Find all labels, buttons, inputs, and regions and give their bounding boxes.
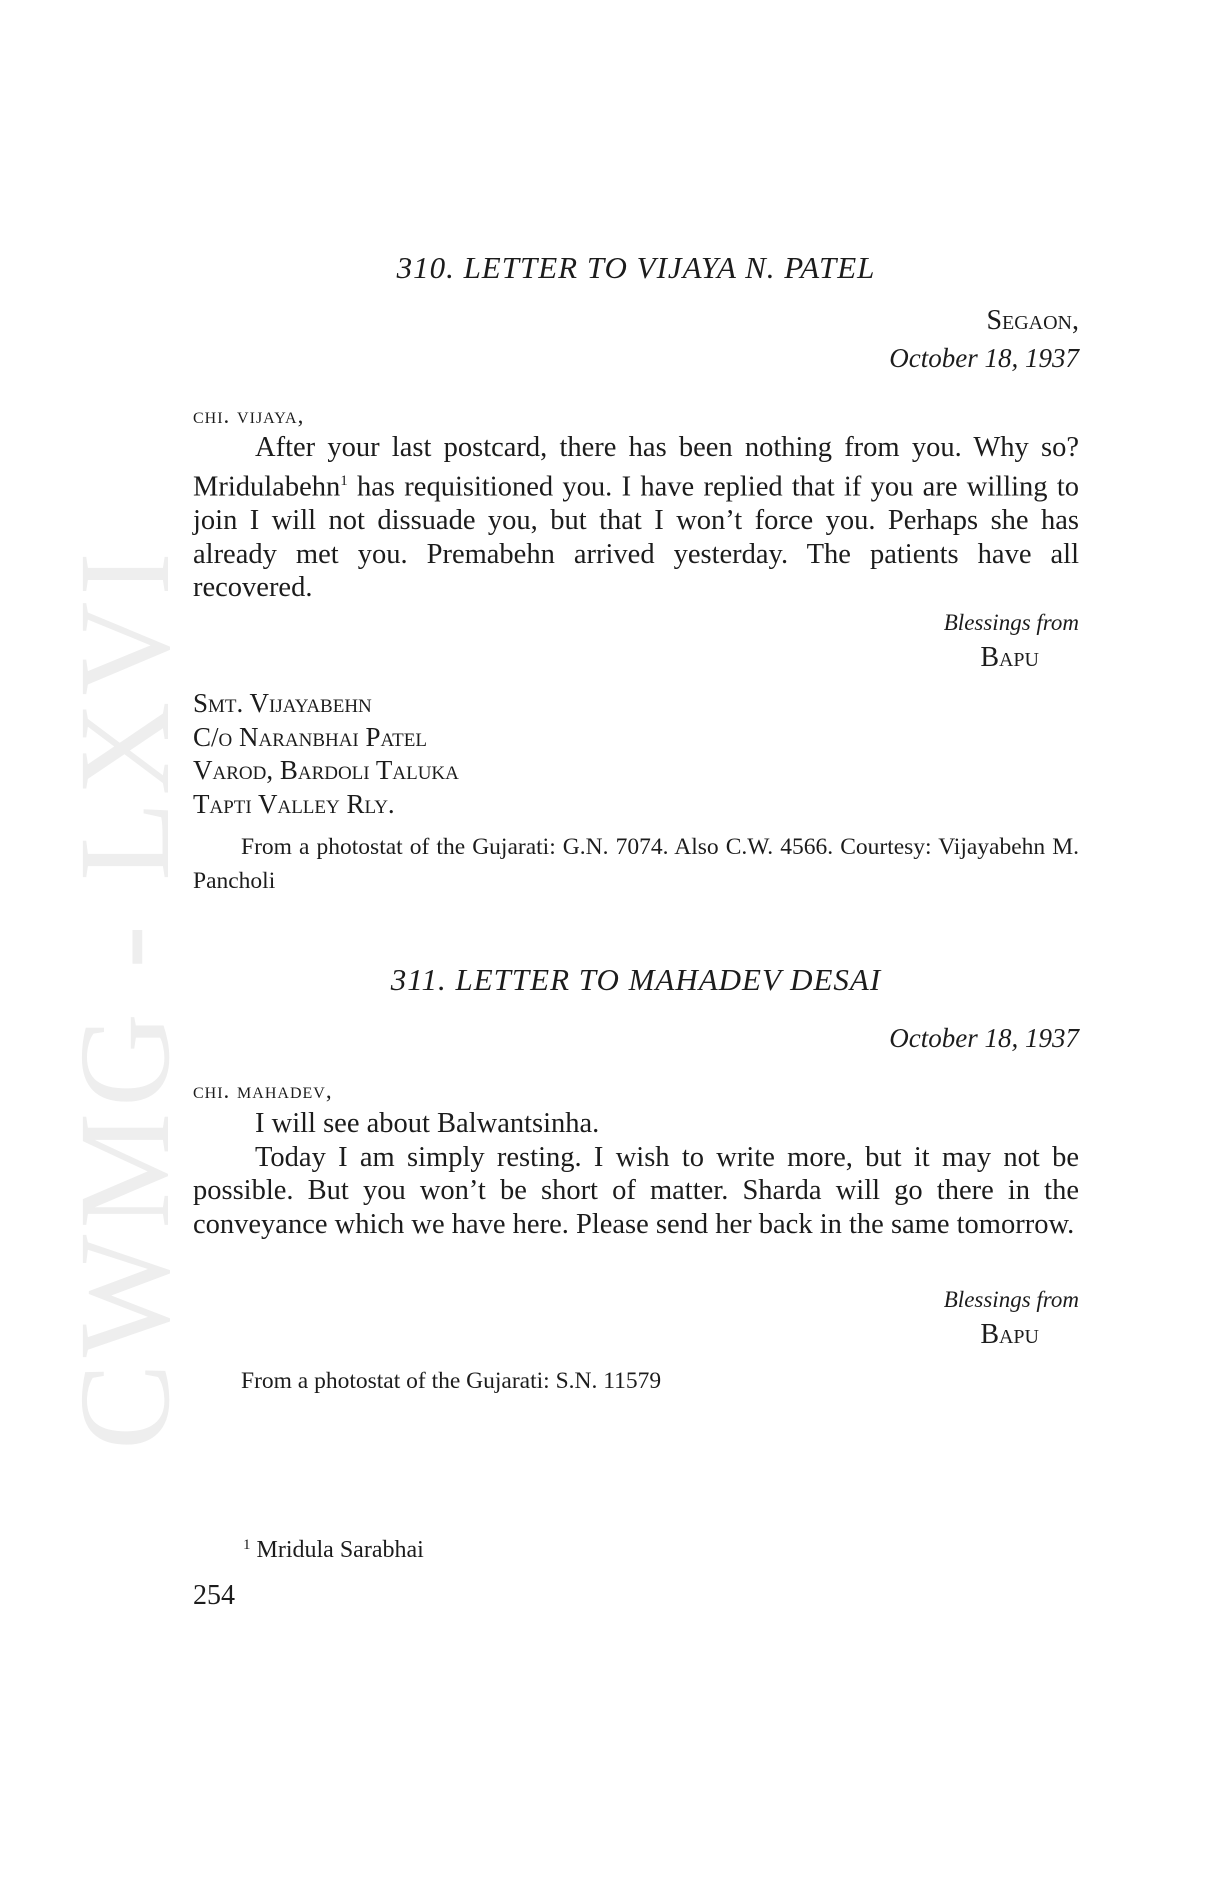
letter-source: From a photostat of the Gujarati: G.N. 7074. Also C.W. 4566. Courtesy: Vijayabehn M. Pancholi [193,834,1079,894]
watermark: CWMG - LXVI [53,546,197,1450]
footnote-marker: 1 [243,1537,251,1553]
letter-signature: Bapu [980,642,1039,673]
letter-date: October 18, 1937 [889,1023,1079,1053]
letter-paragraph: After your last postcard, there has been nothing from you. Why so? Mridulabehn$^1$ has requisitioned you. I have replied that if you are willing to join I will not dissuade you, but that I won’t force you. Perhaps she has already met you. Premabehn arrived yesterday. The patients have all recovered. [193,432,1079,604]
address-line: Tapti Valley Rly. [193,788,395,819]
address-line: Smt. Vijayabehn [193,688,372,718]
letter-body [193,431,1079,605]
footnote-text: Mridula Sarabhai [256,1537,424,1563]
letter-paragraph: I will see about Balwantsinha. [255,1108,600,1139]
letter-place: Segaon, [986,305,1079,336]
letter-salutation: chi. vijaya, [193,403,305,428]
letter-title: 310. LETTER TO VIJAYA N. PATEL [396,250,876,285]
letter-signature: Bapu [980,1319,1039,1350]
letter-title: 311. LETTER TO MAHADEV DESAI [390,962,882,997]
letter-paragraph: Today I am simply resting. I wish to write more, but it may not be possible. But you won’t be short of matter. Sharda will go there in the conveyance which we have here. Please send her back in the same tomorrow. [193,1141,1079,1241]
letter-salutation: chi. mahadev, [193,1078,333,1103]
address-line: Varod, Bardoli Taluka [193,755,459,785]
letter-blessings: Blessings from [943,610,1079,635]
letter-source: From a photostat of the Gujarati: S.N. 11579 [241,1368,662,1394]
letter-address [193,687,459,821]
letter-blessings: Blessings from [943,1287,1079,1312]
address-line: C/o Naranbhai Patel [193,721,427,752]
letter-date: October 18, 1937 [889,343,1079,373]
letter-body [193,1107,1079,1242]
footnote [243,1537,424,1564]
footnote-ref: 1 [340,472,348,489]
page-number: 254 [193,1580,235,1611]
